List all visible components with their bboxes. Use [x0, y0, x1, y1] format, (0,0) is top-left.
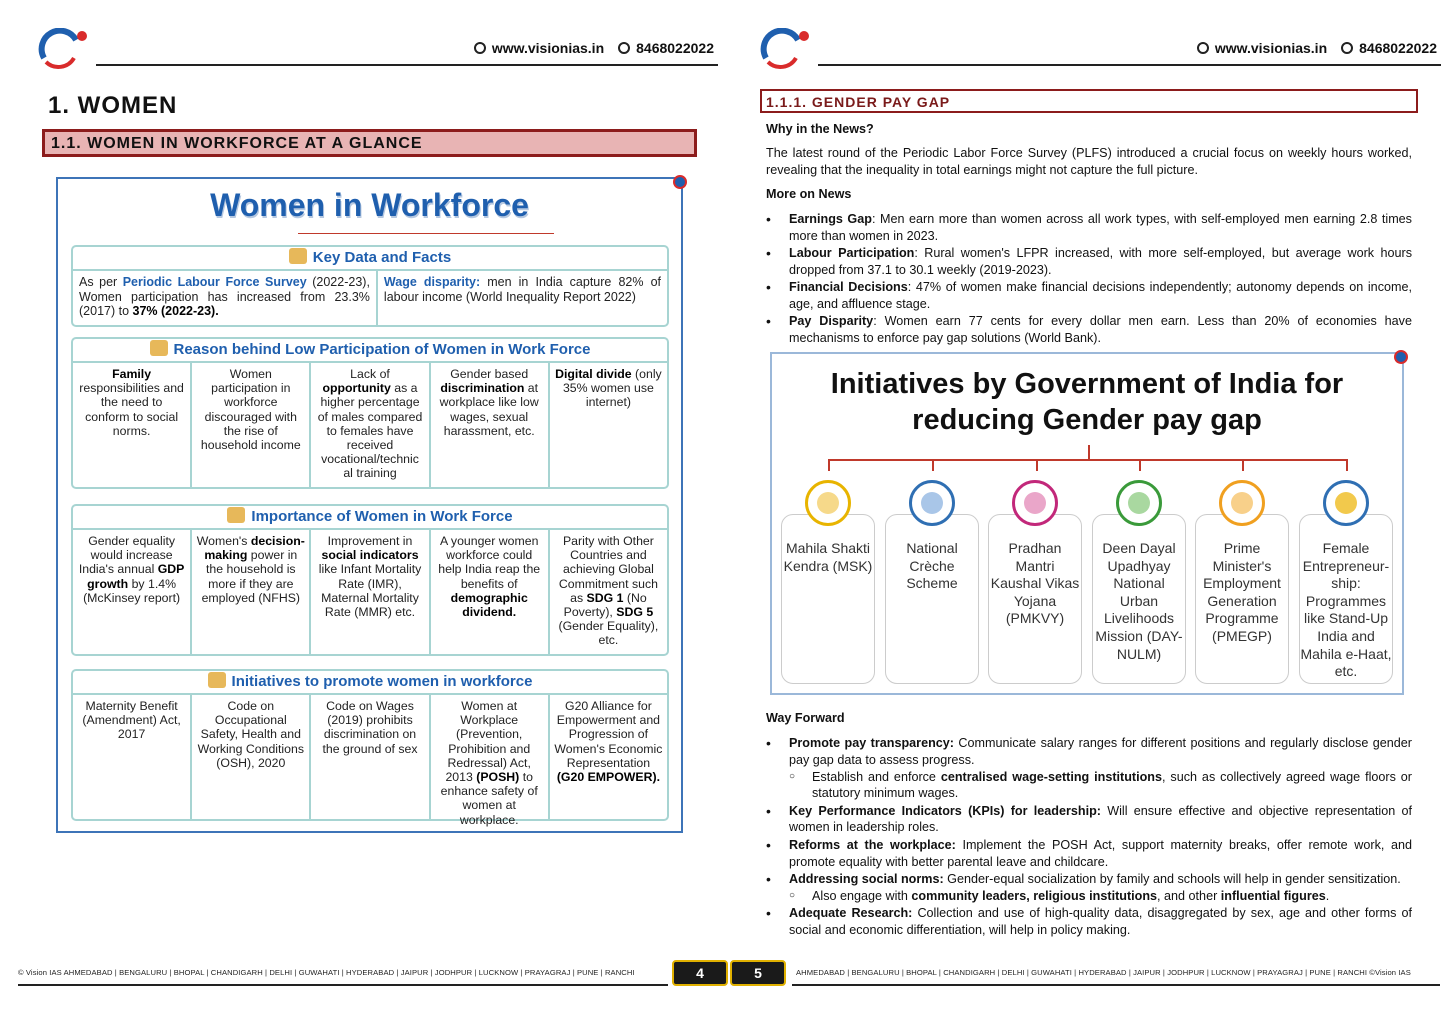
- website-link[interactable]: [474, 40, 604, 56]
- tree-trunk: [1088, 445, 1090, 459]
- page-header: [36, 28, 718, 70]
- news-list: [766, 211, 1412, 347]
- why-heading: Why in the News?: [766, 122, 874, 136]
- clipboard-icon: [208, 672, 226, 688]
- section-title: 1.1. WOMEN IN WORKFORCE AT A GLANCE: [42, 129, 697, 157]
- title-rule: [298, 233, 554, 234]
- way-heading: Way Forward: [766, 711, 845, 725]
- initiative-card-entrepreneurship: Female Entrepreneur-ship: Programmes like Stand-Up India and Mahila e-Haat, etc.: [1299, 514, 1393, 684]
- importance-gdp: Gender equality would increase India's annual GDP growth by 1.4% (McKinsey report): [73, 530, 192, 654]
- page-number-5: 5: [730, 960, 786, 986]
- reasons-section: [71, 337, 669, 489]
- initiatives-section: [71, 669, 669, 827]
- initiative-g20: G20 Alliance for Empowerment and Progression of Women's Economic Representation (G20 EMPOWER).: [554, 699, 663, 785]
- gov-title: Initiatives by Government of India for reducing Gender pay gap: [830, 368, 1344, 436]
- importance-section: [71, 504, 669, 656]
- key-data-heading: Key Data and Facts: [73, 247, 667, 271]
- subsection-title: 1.1.1. GENDER PAY GAP: [760, 89, 1418, 113]
- initiative-card-nulm: Deen Dayal Upadhyay National Urban Livelihoods Mission (DAY-NULM): [1092, 514, 1186, 684]
- header-rule: [96, 64, 718, 66]
- vision-ias-logo: [758, 28, 814, 70]
- vision-ias-logo: [36, 28, 92, 70]
- mini-logo-icon: [1394, 350, 1408, 364]
- woman-icon: [805, 480, 851, 526]
- initiative-card-msk: Mahila Shakti Kendra (MSK): [781, 514, 875, 684]
- way-item: • Reforms at the workplace: Implement the POSH Act, support maternity breaks, offer remote work, and promote equality with better parental leave and childcare.: [766, 837, 1412, 871]
- right-footer: AHMEDABAD | BENGALURU | BHOPAL | CHANDIGARH | DELHI | GUWAHATI | HYDERABAD | JAIPUR | JODHPUR | LUCKNOW | PRAYAGRAJ | PUNE | RANCHI ©Vision IAS: [796, 968, 1411, 977]
- way-item: • Key Performance Indicators (KPIs) for leadership: Will ensure effective and objective representation of women in leadership roles.: [766, 803, 1412, 837]
- importance-heading: Importance of Women in Work Force: [73, 506, 667, 530]
- chapter-title: 1. WOMEN: [48, 92, 178, 119]
- key-data-section: [71, 245, 669, 327]
- importance-sdg: Parity with Other Countries and achieving Global Commitment such as SDG 1 (No Poverty), SDG 5 (Gender Equality), etc.: [558, 534, 659, 648]
- news-item: • Labour Participation: Rural women's LFPR increased, with more self-employed, but average work hours dropped from 37.1 to 30.1 weekly (2019-2023).: [766, 245, 1412, 279]
- initiative-card-creche: National Crèche Scheme: [885, 514, 979, 684]
- globe-icon: [1197, 42, 1209, 54]
- initiative-card-pmegp: Prime Minister's Employment Generation Programme (PMEGP): [1195, 514, 1289, 684]
- phone-text: 8468022022: [1359, 40, 1437, 56]
- chart-icon: [289, 248, 307, 264]
- way-forward-list: [766, 735, 1412, 939]
- page-number-4: 4: [672, 960, 728, 986]
- tree-drop: [828, 459, 830, 471]
- website-link[interactable]: [1197, 40, 1327, 56]
- care-hand-icon: [909, 480, 955, 526]
- website-text: www.visionias.in: [1214, 40, 1328, 56]
- why-text: The latest round of the Periodic Labor Force Survey (PLFS) introduced a crucial focus on weekly hours worked, revealing that the inequality in total earnings might not capture the full picture.: [766, 146, 1412, 177]
- fact-plfs: As per Periodic Labour Force Survey (2022-23), Women participation has increased from 23.3% (2017) to 37% (2022-23).: [73, 271, 378, 325]
- news-item: • Earnings Gap: Men earn more than women across all work types, with self-employed men earning 2.8 times more than women in 2023.: [766, 211, 1412, 245]
- reason-discrimination: Gender based discrimination at workplace like low wages, sexual harassment, etc.: [431, 363, 550, 487]
- initiative-posh: Women at Workplace (Prevention, Prohibition and Redressal) Act, 2013 (POSH) to enhance safety of women at workplace.: [431, 695, 550, 819]
- page-header: [758, 28, 1441, 70]
- header-rule: [818, 64, 1441, 66]
- women-workforce-infographic: [56, 177, 683, 833]
- way-item: • Addressing social norms: Gender-equal socialization by family and schools will help in gender sensitization. ○ Also engage with community leaders, religious institutions, and other influential figures.: [766, 871, 1412, 905]
- globe-icon: [474, 42, 486, 54]
- initiative-wages: Code on Wages (2019) prohibits discrimination on the ground of sex: [311, 695, 430, 819]
- tree-drop: [1242, 459, 1244, 471]
- phone-icon: [1341, 42, 1353, 54]
- way-subitem: ○ Also engage with community leaders, religious institutions, and other influential figures.: [789, 888, 1412, 905]
- more-heading: More on News: [766, 187, 852, 201]
- way-item: • Promote pay transparency: Communicate salary ranges for different positions and regularly disclose gender pay gap data to assess progress. ○ Establish and enforce centralised wage-setting institutions, such as collectively agreed wage floors or statutory minimum wages.: [766, 735, 1412, 802]
- way-item: • Adequate Research: Collection and use of high-quality data, disaggregated by sex, age and other forms of social and economic differentiation, will help in policy making.: [766, 905, 1412, 939]
- header-contact: [474, 40, 714, 56]
- right-footer-rule: [792, 984, 1440, 986]
- person-icon: [150, 340, 168, 356]
- way-subitem: ○ Establish and enforce centralised wage-setting institutions, such as collectively agreed wage floors or statutory minimum wages.: [789, 769, 1412, 803]
- initiative-osh: Code on Occupational Safety, Health and Working Conditions (OSH), 2020: [192, 695, 311, 819]
- tree-drop: [1139, 459, 1141, 471]
- tree-drop: [1346, 459, 1348, 471]
- reason-income: Women participation in workforce discouraged with the rise of household income: [192, 363, 311, 487]
- website-text: www.visionias.in: [491, 40, 605, 56]
- left-footer-rule: [18, 984, 668, 986]
- people-icon: [227, 507, 245, 523]
- reason-digital-divide: Digital divide (only 35% women use internet): [555, 367, 662, 410]
- infographic-title: Women in Workforce: [210, 187, 529, 223]
- livelihood-icon: [1116, 480, 1162, 526]
- idea-bulb-icon: [1323, 480, 1369, 526]
- phone-contact[interactable]: [618, 40, 714, 56]
- fact-wage-disparity: Wage disparity: men in India capture 82% of labour income (World Inequality Report 2022): [383, 275, 662, 304]
- reason-family: Family responsibilities and the need to conform to social norms.: [73, 363, 192, 487]
- tree-drop: [1036, 459, 1038, 471]
- reason-opportunity: Lack of opportunity as a higher percentage of males compared to females have received vocational/technic al training: [311, 363, 430, 487]
- skill-icon: [1012, 480, 1058, 526]
- initiative-maternity: Maternity Benefit (Amendment) Act, 2017: [73, 695, 192, 819]
- tree-branch: [828, 459, 1346, 461]
- gov-initiatives-infographic: [770, 352, 1404, 695]
- importance-social: Improvement in social indicators like Infant Mortality Rate (IMR), Maternal Mortality Rate (MMR) etc.: [311, 530, 430, 654]
- initiatives-heading: Initiatives to promote women in workforce: [73, 671, 667, 695]
- phone-icon: [618, 42, 630, 54]
- right-page: [722, 0, 1445, 1022]
- phone-contact[interactable]: [1341, 40, 1437, 56]
- importance-dividend: A younger women workforce could help India reap the benefits of demographic dividend.: [431, 530, 550, 654]
- left-footer: © Vision IAS AHMEDABAD | BENGALURU | BHOPAL | CHANDIGARH | DELHI | GUWAHATI | HYDERABAD | JAIPUR | JODHPUR | LUCKNOW | PRAYAGRAJ | PUNE | RANCHI: [18, 968, 635, 977]
- initiative-card-pmkvy: Pradhan Mantri Kaushal Vikas Yojana (PMKVY): [988, 514, 1082, 684]
- phone-text: 8468022022: [636, 40, 714, 56]
- news-item: • Financial Decisions: 47% of women make financial decisions independently; autonomy depends on income, age, and affluence stage.: [766, 279, 1412, 313]
- header-contact: [1197, 40, 1437, 56]
- news-item: • Pay Disparity: Women earn 77 cents for every dollar men earn. Less than 20% of economies have mechanisms to enforce pay gap solutions (World Bank).: [766, 313, 1412, 347]
- tree-drop: [932, 459, 934, 471]
- importance-decision: Women's decision-making power in the household is more if they are employed (NFHS): [192, 530, 311, 654]
- reasons-heading: Reason behind Low Participation of Women in Work Force: [73, 339, 667, 363]
- employment-icon: [1219, 480, 1265, 526]
- left-page: [0, 0, 722, 1022]
